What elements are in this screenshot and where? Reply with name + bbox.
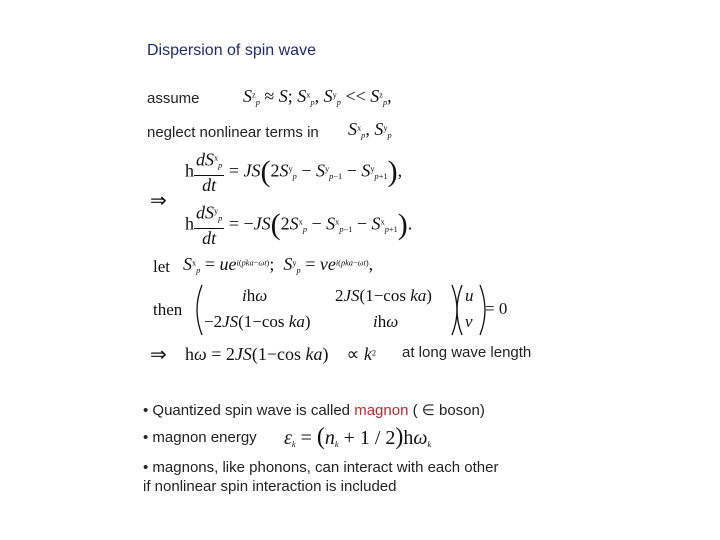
matrix-equation: ihω 2JS(1−cos ka) −2JS(1−cos ka) ihω u v = 0 bbox=[190, 282, 510, 338]
assumption-equation: $S^z_p \approx S$; $S^x_p$, $S^y_p << S^z_p$, bbox=[243, 86, 392, 107]
bullet1-prefix: • Quantized spin wave is called bbox=[143, 402, 351, 419]
neglect-label: neglect nonlinear terms in bbox=[147, 124, 319, 141]
assume-label: assume bbox=[147, 90, 200, 107]
ansatz-equation: $S^x_p = ue^{i(pka-\omega t)}$; $S^y_p = ve^{i(pka-\omega t)}$, bbox=[183, 254, 374, 275]
equation-dsy: h $\frac{dS^y_p}{dt}$ = $-JS(2S^x_p - S^x_{p-1} - S^x_{p+1})$. bbox=[185, 202, 413, 249]
dispersion-equation: hω = 2JS(1−cos ka) ∝ $k^2$ bbox=[185, 344, 377, 364]
long-wave-label: at long wave length bbox=[402, 344, 532, 361]
equals-zero: = 0 bbox=[485, 299, 508, 318]
bullet-interaction-line2: if nonlinear spin interaction is included bbox=[143, 478, 397, 495]
implies-arrow: ⇒ bbox=[150, 190, 167, 212]
slide-title: Dispersion of spin wave bbox=[147, 42, 316, 59]
bullet-magnon-definition bbox=[143, 401, 485, 419]
equation-dsx: h $\frac{dS^x_p}{dt}$ = $JS(2S^y_p - S^y_{p-1} - S^y_{p+1})$, bbox=[185, 149, 403, 196]
magnon-energy-equation: $\varepsilon_k = (n_k + 1 / 2)h\omega_k$ bbox=[284, 424, 432, 450]
implies-arrow-2: ⇒ bbox=[150, 344, 167, 366]
bullet-magnon-energy: • magnon energy bbox=[143, 429, 257, 446]
let-label: let bbox=[153, 257, 170, 276]
then-label: then bbox=[153, 300, 183, 319]
bullet-interaction-line1: • magnons, like phonons, can interact with each other bbox=[143, 459, 499, 476]
neglect-terms: $S^x_p$, $S^y_p$ bbox=[348, 119, 392, 140]
bullet1-suffix: ( ∈ boson) bbox=[412, 402, 485, 419]
magnon-term: magnon bbox=[354, 402, 409, 419]
